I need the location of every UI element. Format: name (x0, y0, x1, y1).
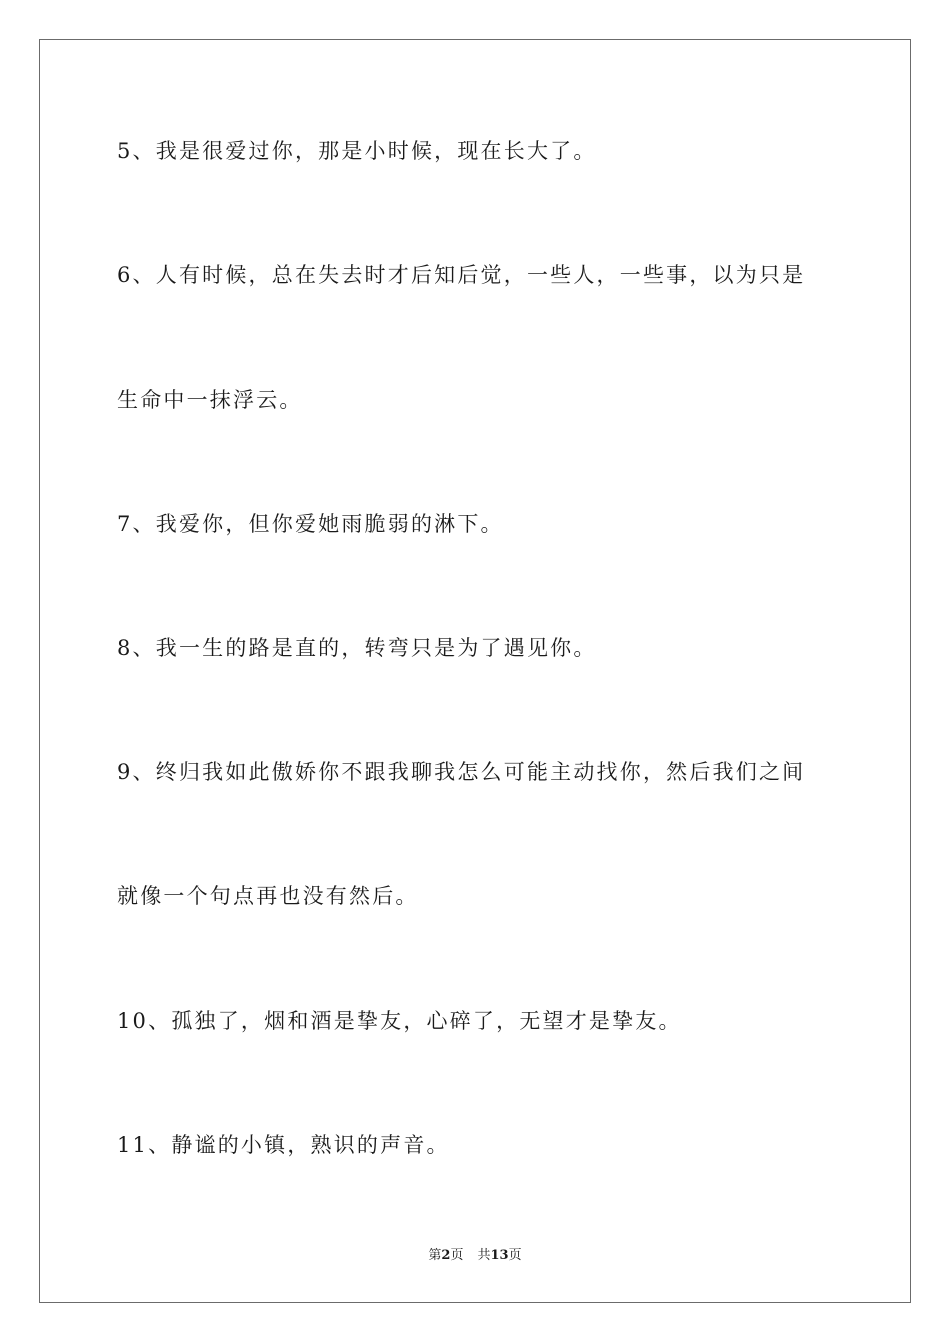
page-footer (0, 1247, 950, 1265)
text-line: 5、我是很爱过你，那是小时候，现在长大了。 (117, 139, 597, 163)
text-line: 生命中一抹浮云。 (117, 388, 303, 412)
text-line: 10、孤独了，烟和酒是挚友，心碎了，无望才是挚友。 (117, 1009, 682, 1033)
total-pages: 13 (490, 1248, 509, 1263)
page-prefix: 第 (428, 1248, 442, 1263)
text-line: 9、终归我如此傲娇你不跟我聊我怎么可能主动找你，然后我们之间 (117, 760, 806, 784)
total-prefix: 共 (477, 1248, 491, 1263)
text-line: 8、我一生的路是直的，转弯只是为了遇见你。 (117, 636, 597, 660)
page-frame (39, 39, 911, 1303)
page-current: 2 (441, 1248, 451, 1263)
text-line: 就像一个句点再也没有然后。 (117, 884, 419, 908)
text-line: 11、静谧的小镇，熟识的声音。 (117, 1133, 450, 1157)
text-line: 6、人有时候，总在失去时才后知后觉，一些人，一些事，以为只是 (117, 263, 806, 287)
total-suffix: 页 (508, 1248, 522, 1263)
text-line: 7、我爱你，但你爱她雨脆弱的淋下。 (117, 512, 504, 536)
page-suffix: 页 (450, 1248, 464, 1263)
